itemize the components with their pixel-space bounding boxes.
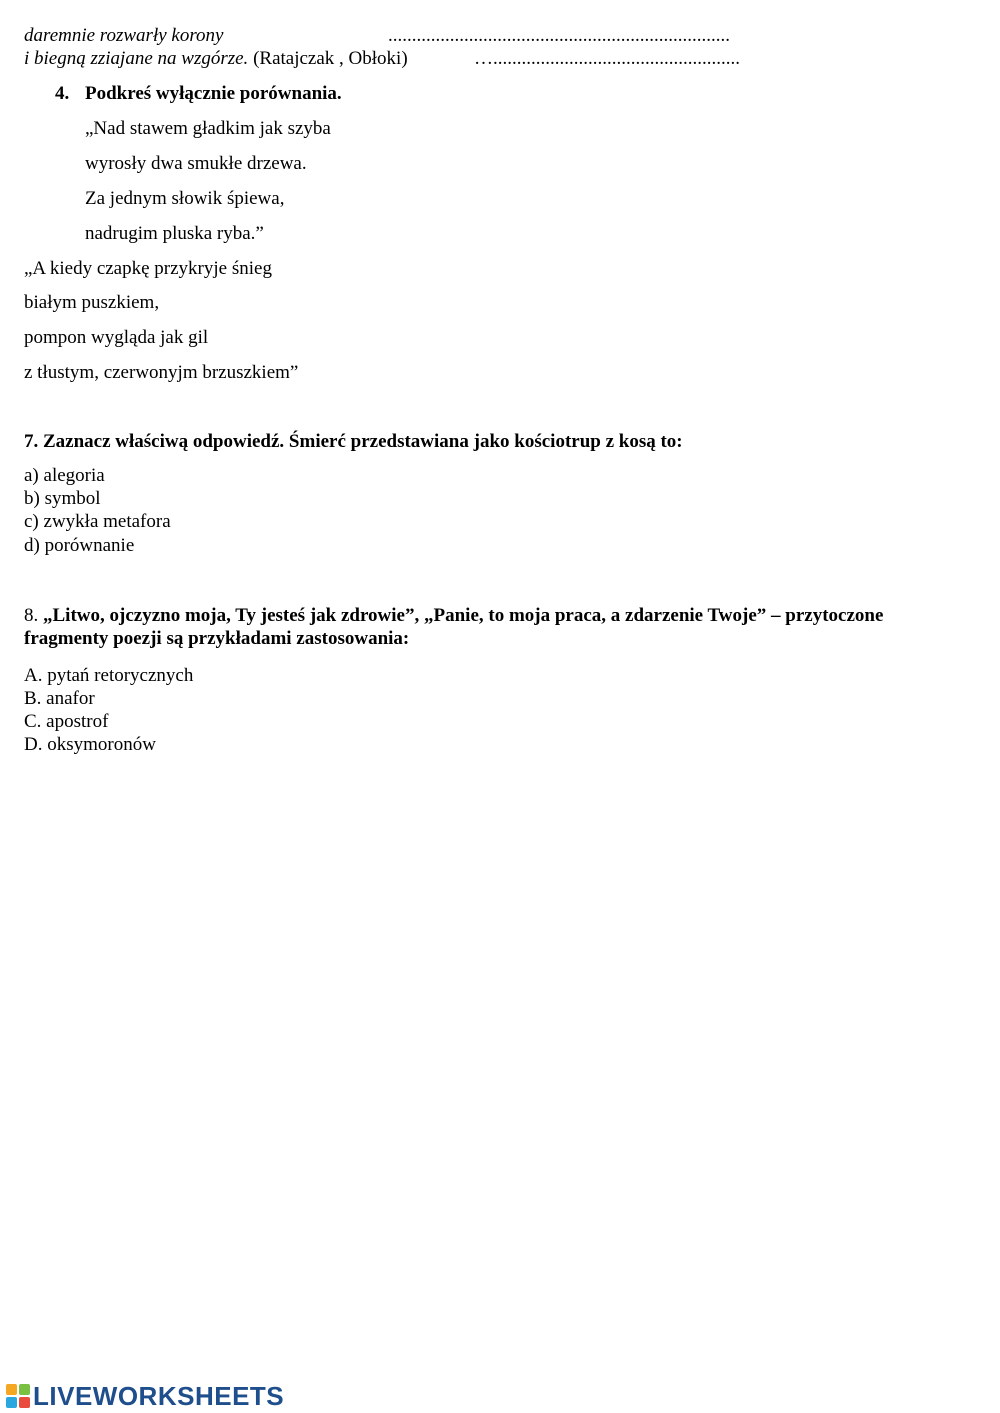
poem-1-line: wyrosły dwa smukłe drzewa. — [85, 153, 307, 174]
task-4-number: 4. — [55, 83, 70, 104]
answer-dots-2: ….................................................... — [474, 48, 740, 69]
poem-1-line: „Nad stawem gładkim jak szyba — [85, 118, 331, 139]
task-7-option-d[interactable]: d) porównanie — [24, 535, 135, 556]
header-line-1: daremnie rozwarły korony — [24, 25, 224, 46]
task-8-option-d[interactable]: D. oksymoronów — [24, 734, 156, 755]
task-7-question: 7. Zaznacz właściwą odpowiedź. Śmierć przedstawiana jako kościotrup z kosą to: — [24, 431, 683, 452]
liveworksheets-logo — [6, 1380, 285, 1411]
task-8-option-a[interactable]: A. pytań retorycznych — [24, 665, 194, 686]
liveworksheets-logo-icon — [6, 1384, 30, 1408]
task-8-question — [24, 605, 944, 651]
answer-dots-1: ........................................................................ — [388, 25, 730, 46]
poem-2-line: pompon wygląda jak gil — [24, 327, 209, 348]
task-8-option-b[interactable]: B. anafor — [24, 688, 95, 709]
poem-1-line: nadrugim pluska ryba.” — [85, 223, 264, 244]
header-line-2 — [24, 49, 408, 68]
task-4-title: Podkreś wyłącznie porównania. — [85, 83, 342, 104]
poem-2-line: „A kiedy czapkę przykryje śnieg — [24, 258, 272, 279]
task-7-option-b[interactable]: b) symbol — [24, 488, 101, 509]
poem-source: (Ratajczak , Obłoki) — [248, 48, 408, 69]
task-8-number: 8. — [24, 605, 43, 626]
task-8-text: „Litwo, ojczyzno moja, Ty jesteś jak zdrowie”, „Panie, to moja praca, a zdarzenie Twoje” – przytoczone fragmenty poezji są przykładami zastosowania: — [24, 605, 884, 649]
header-line-2-text: i biegną zziajane na wzgórze. — [24, 48, 249, 69]
logo-text: LIVEWORKSHEETS — [33, 1380, 285, 1411]
task-7-option-a[interactable]: a) alegoria — [24, 465, 105, 486]
task-7-option-c[interactable]: c) zwykła metafora — [24, 511, 171, 532]
task-8-option-c[interactable]: C. apostrof — [24, 711, 109, 732]
poem-2-line: z tłustym, czerwonyjm brzuszkiem” — [24, 362, 299, 383]
poem-2-line: białym puszkiem, — [24, 292, 160, 313]
poem-1-line: Za jednym słowik śpiewa, — [85, 188, 285, 209]
